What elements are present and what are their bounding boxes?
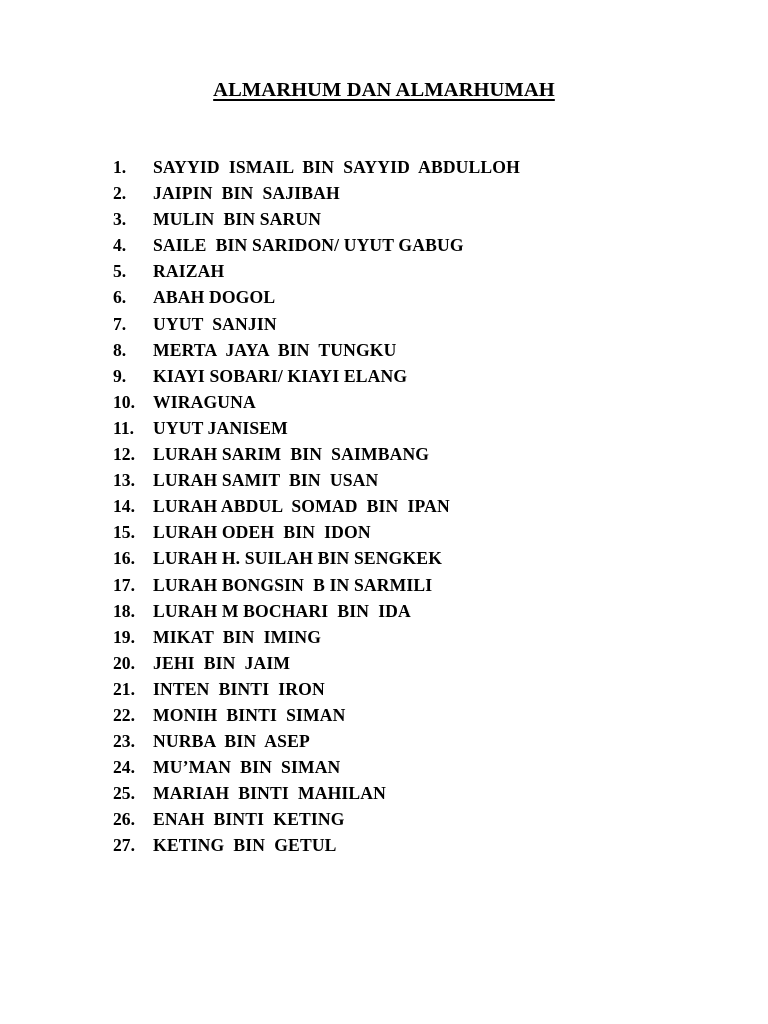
list-item-name: LURAH ABDUL SOMAD BIN IPAN	[153, 496, 450, 517]
list-item-number: 17.	[113, 574, 135, 595]
list-item-number: 22.	[113, 704, 135, 725]
list-item-name: LURAH ODEH BIN IDON	[153, 522, 371, 543]
list-item-number: 27.	[113, 835, 135, 856]
list-item-name: KIAYI SOBARI/ KIAYI ELANG	[153, 365, 408, 386]
list-item-name: NURBA BIN ASEP	[153, 731, 310, 752]
list-item-name: KETING BIN GETUL	[153, 835, 337, 856]
list-item-number: 25.	[113, 783, 135, 804]
list-item-number: 3.	[113, 209, 127, 230]
list-item-name: WIRAGUNA	[153, 391, 256, 412]
list-item-number: 2.	[113, 183, 127, 204]
list-item-name: MU’MAN BIN SIMAN	[153, 757, 341, 778]
list-item-name: LURAH BONGSIN B IN SARMILI	[153, 574, 433, 595]
list-item-number: 11.	[113, 417, 135, 438]
list-item-name: MARIAH BINTI MAHILAN	[153, 783, 387, 804]
list-item-name: LURAH M BOCHARI BIN IDA	[153, 600, 411, 621]
list-item-name: MULIN BIN SARUN	[153, 209, 322, 230]
list-item-number: 10.	[113, 391, 135, 412]
list-item-name: UYUT JANISEM	[153, 417, 288, 438]
list-item-number: 19.	[113, 626, 135, 647]
list-item-name: MERTA JAYA BIN TUNGKU	[153, 339, 397, 360]
list-item-number: 6.	[113, 287, 127, 308]
list-item-number: 14.	[113, 496, 135, 517]
list-item-name: JEHI BIN JAIM	[153, 652, 291, 673]
document-title: ALMARHUM DAN ALMARHUMAH	[213, 79, 555, 101]
list-item-name: LURAH H. SUILAH BIN SENGKEK	[153, 548, 443, 569]
list-item-number: 13.	[113, 470, 135, 491]
list-item-name: ABAH DOGOL	[153, 287, 276, 308]
list-item-number: 7.	[113, 313, 127, 334]
list-item-name: RAIZAH	[153, 261, 225, 282]
list-item-number: 20.	[113, 652, 135, 673]
list-item-number: 26.	[113, 809, 135, 830]
list-item-name: JAIPIN BIN SAJIBAH	[153, 183, 340, 204]
list-item-number: 18.	[113, 600, 135, 621]
list-item-number: 23.	[113, 731, 135, 752]
list-item-name: SAILE BIN SARIDON/ UYUT GABUG	[153, 235, 464, 256]
list-item-name: MONIH BINTI SIMAN	[153, 704, 346, 725]
list-item-name: MIKAT BIN IMING	[153, 626, 322, 647]
list-item-number: 21.	[113, 678, 135, 699]
list-item-name: ENAH BINTI KETING	[153, 809, 345, 830]
list-item-number: 8.	[113, 339, 127, 360]
list-item-name: LURAH SAMIT BIN USAN	[153, 470, 379, 491]
list-item-name: SAYYID ISMAIL BIN SAYYID ABDULLOH	[153, 157, 520, 177]
list-item-number: 9.	[113, 365, 127, 386]
list-item-number: 12.	[113, 444, 135, 465]
list-item-number: 4.	[113, 235, 127, 256]
list-item-number: 15.	[113, 522, 135, 543]
list-item-number: 5.	[113, 261, 127, 282]
list-item-number: 1.	[113, 157, 127, 177]
list-item-name: LURAH SARIM BIN SAIMBANG	[153, 444, 430, 465]
list-item-number: 24.	[113, 757, 135, 778]
list-item-name: UYUT SANJIN	[153, 313, 277, 334]
list-item-number: 16.	[113, 548, 135, 569]
list-item-name: INTEN BINTI IRON	[153, 678, 325, 699]
